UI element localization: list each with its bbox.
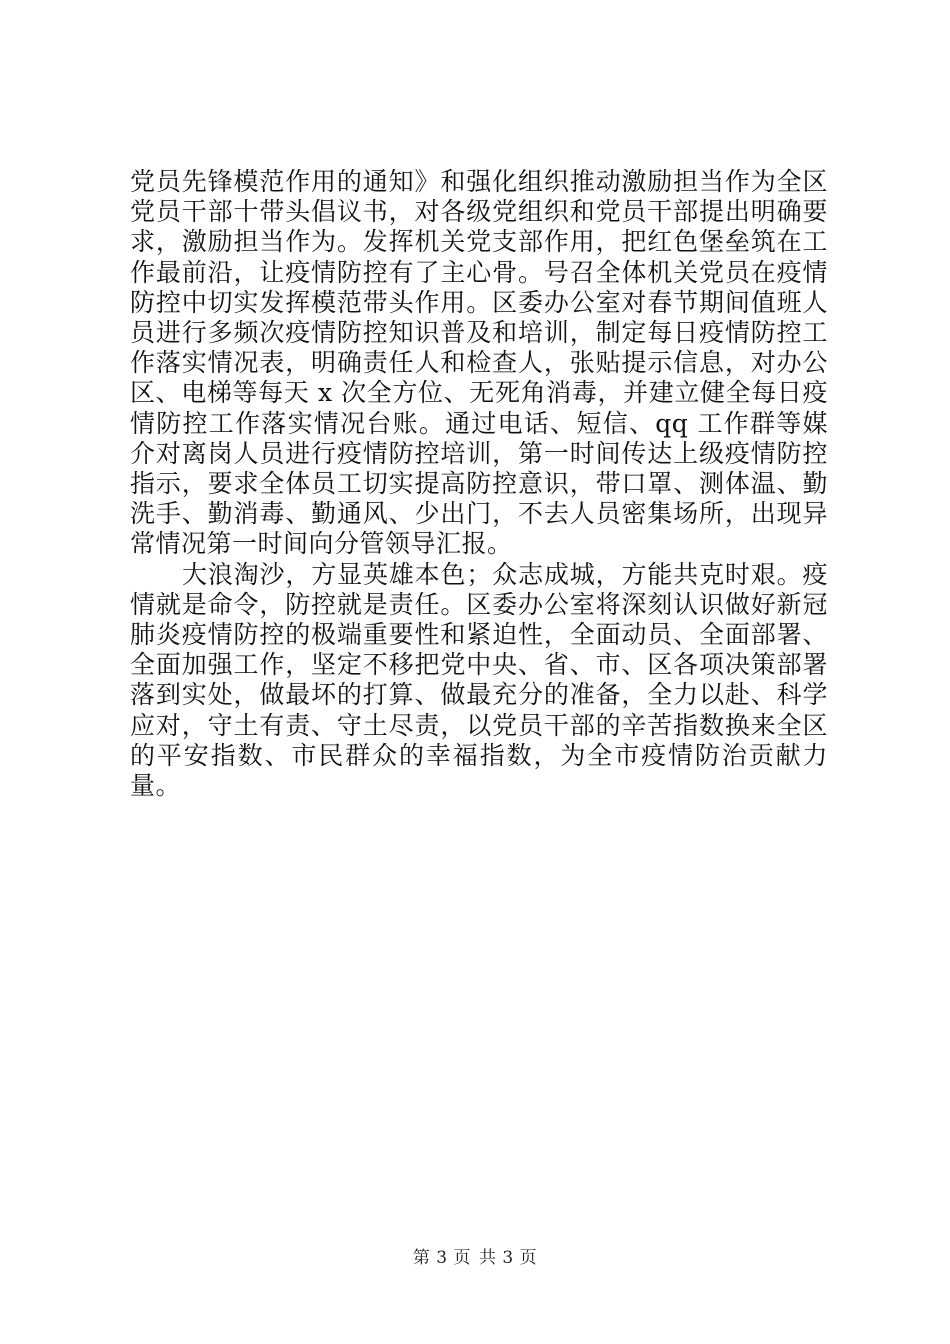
page-footer — [0, 1243, 950, 1268]
document-body — [130, 167, 828, 801]
page-total: 共 3 页 — [479, 1248, 538, 1268]
paragraph-1: 党员先锋模范作用的通知》和强化组织推动激励担当作为全区党员干部十带头倡议书，对各级党组织和党员干部提出明确要求，激励担当作为。发挥机关党支部作用，把红色堡垒筑在工作最前沿，让疫情防控有了主心骨。号召全体机关党员在疫情防控中切实发挥模范带头作用。区委办公室对春节期间值班人员进行多频次疫情防控知识普及和培训，制定每日疫情防控工作落实情况表，明确责任人和检查人，张贴提示信息，对办公区、电梯等每天 x 次全方位、无死角消毒，并建立健全每日疫情防控工作落实情况台账。通过电话、短信、qq 工作群等媒介对离岗人员进行疫情防控培训，第一时间传达上级疫情防控指示，要求全体员工切实提高防控意识，带口罩、测体温、勤洗手、勤消毒、勤通风、少出门，不去人员密集场所，出现异常情况第一时间向分管领导汇报。 — [130, 167, 828, 559]
page-number: 第 3 页 — [412, 1248, 471, 1268]
paragraph-2: 大浪淘沙，方显英雄本色；众志成城，方能共克时艰。疫情就是命令，防控就是责任。区委办公室将深刻认识做好新冠肺炎疫情防控的极端重要性和紧迫性，全面动员、全面部署、全面加强工作，坚定不移把党中央、省、市、区各项决策部署落到实处，做最坏的打算、做最充分的准备，全力以赴、科学应对，守土有责、守土尽责，以党员干部的辛苦指数换来全区的平安指数、市民群众的幸福指数，为全市疫情防治贡献力量。 — [130, 559, 828, 801]
